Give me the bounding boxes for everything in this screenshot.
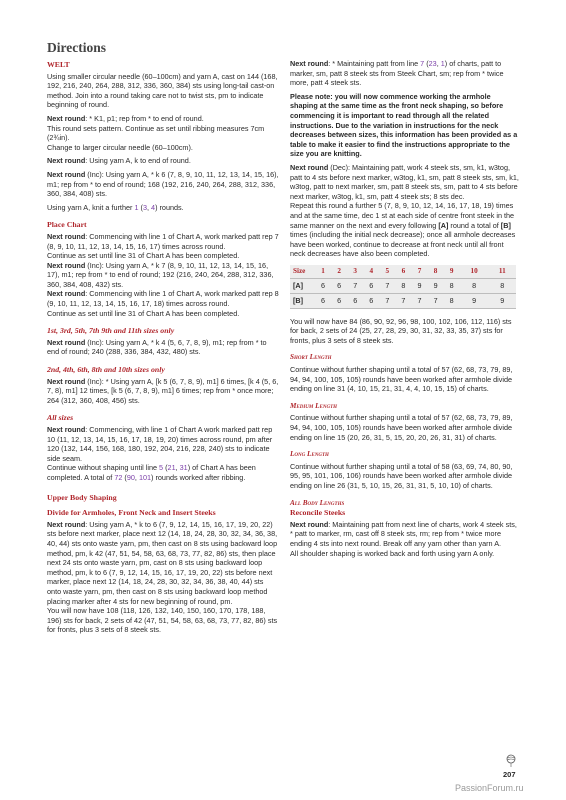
table-row: [B] 6 6 6 6 7 7 7 7 8 9 9 [290,294,516,309]
welt-para-1: Using smaller circular needle (60–100cm) and yarn A, cast on 144 (168, 192, 216, 240, 264, 288, 312, 336, 360, 384) sts using long-tail cast-on method. Join into a round taking care not to twist sts, pm to indicate beginning of round. [47,71,278,110]
even-sizes-para: Next round (Inc): * Using yarn A, [k 5 (6, 7, 8, 9), m1] 6 times, [k 4 (5, 6, 7, 8), m1] 12 times, [k 5 (6, 7, 8, 9), m1] 6 times; rep from * once more; 264 (312, 360, 408, 456) sts. [47,376,279,405]
welt-heading: WELT [47,60,70,69]
all-sizes-para: Next round: Commencing, with line 1 of Chart A work marked patt rep 10 (11, 12, 13, 14, 15, 16, 17, 18, 19, 20) times across round, pm after 120 (132, 144, 156, 168, 180, 192, 204, 216, 228, 240) sts to indicate side seam. Continue without shaping until line 5 (21, 31) of Chart A has been completed. A total of 72 (90, 101) rounds worked after ribbing. [47,425,273,482]
all-body-lengths-heading: All Body Lengths [290,498,345,507]
yarn-ball-icon [505,754,517,768]
maintain-para: Next round: * Maintaining patt from line 7 (23, 1) of charts, patt to marker, sm, patt 8 steek sts from Steek Chart, sm; rep from * twice more, patt 4 steek sts. [290,59,504,88]
dec-para: Next round (Dec): Maintaining patt, work 4 steek sts, sm, k1, w3tog, patt to 4 sts before next marker, w3tog, k1, sm, patt 8 steek sts, sm, k1, w3tog, patt to next marker, sm, patt 8 steek sts, sm, patt to 4 sts before next marker, w3tog, k1, sm, patt 4 steek sts; 8 sts dec. Repeat this round a further 5 (7, 8, 9, 10, 12, 14, 16, 17, 18, 19) times and at the same time, dec 1 st at each side of centre front steek in the same manner on the next and every following [A] round a total of [B] times (including the initial neck decrease); once all armhole decreases have been worked, continue to decrease at front neck until all front neck decreases have also been completed. [290,162,519,259]
medium-length-para: Continue without further shaping until a total of 57 (62, 68, 73, 79, 89, 94, 94, 100, 105, 105) rounds have been worked after armhole divide ending on line 15 (20, 26, 31, 5, 15, 20, 20, 26, 31, 31) of charts. [290,413,513,442]
reconcile-para: Next round: Maintaining patt from next line of charts, work 4 steek sts, * patt to marker, rm, cast off 8 steek sts, rm; rep from * twice more ending 4 sts into next round. Break off any yarn other than yarn A. All shoulder shaping is worked back and forth using yarn A only. [290,519,517,558]
have-para: You will now have 84 (86, 90, 92, 96, 98, 100, 102, 106, 112, 116) sts for back, 2 sets of 24 (25, 27, 28, 29, 30, 31, 32, 33, 35, 37) sts for fronts, plus 3 sets of 8 steek sts. [290,316,512,345]
short-length-para: Continue without further shaping until a total of 57 (62, 68, 73, 79, 89, 94, 94, 100, 105, 105) rounds have been worked after armhole divide ending on line 31 (4, 10, 15, 21, 31, 4, 4, 10, 15, 15) of charts. [290,365,513,394]
reconcile-steeks-heading: Reconcile Steeks [290,508,346,518]
upper-body-heading: Upper Body Shaping [47,492,117,502]
divide-heading: Divide for Armholes, Front Neck and Insert Steeks [47,508,216,518]
left-column [47,60,279,639]
medium-length-heading: Medium Length [290,401,338,410]
long-length-para: Continue without further shaping until a total of 58 (63, 69, 74, 80, 90, 95, 95, 101, 106, 106) rounds have been worked after armhole divide ending on line 26 (31, 5, 10, 15, 26, 31, 31, 5, 10, 10) of charts. [290,461,513,490]
odd-sizes-heading: 1st, 3rd, 5th, 7th 9th and 11th sizes only [47,326,175,336]
welt-para-4: Next round (Inc): Using yarn A, * k 6 (7, 8, 9, 10, 11, 12, 13, 14, 15, 16), m1; rep from * to end of round; 168 (192, 216, 240, 264, 288, 312, 336, 360, 384, 408) sts. [47,169,279,199]
neck-decrease-table [290,265,516,309]
right-column [290,59,520,562]
all-sizes-heading: All sizes [47,413,74,423]
note-para: Please note: you will now commence working the armhole shaping at the same time as the front neck shaping, so before commencing it is important to read through all the related instructions. Due to the variation in instructions for the neck decreases between sizes, this information has been provided as a table to make it easier to find the instructions appropriate to the size you are knitting. [290,91,518,159]
long-length-heading: Long Length [290,450,329,459]
odd-sizes-para: Next round (Inc): Using yarn A, * k 4 (5, 6, 7, 8, 9), m1; rep from * to end of round; 240 (288, 336, 384, 432, 480) sts. [47,337,267,357]
place-chart-heading: Place Chart [47,220,87,230]
short-length-heading: Short Length [290,353,332,362]
page-title: Directions [47,40,106,55]
even-sizes-heading: 2nd, 4th, 6th, 8th and 10th sizes only [47,365,165,375]
welt-para-3: Next round: Using yarn A, k to end of round. [47,156,191,166]
table-row: [A] 6 6 7 6 7 8 9 9 8 8 8 [290,279,516,294]
place-para-1: Next round: Commencing with line 1 of Chart A, work marked patt rep 7 (8, 9, 10, 11, 12, 13, 14, 15, 16, 17) times across round. Continue as set until line 31 of Chart A has been completed. Next round (Inc): Using yarn A, * k 7 (8, 9, 10, 11, 12, 13, 14, 15, 16, 17), m1; rep from * to end of round; 192 (216, 240, 264, 288, 312, 336, 360, 384, 408, 432) sts. Next round: Commencing with line 1 of Chart A, work marked patt rep 8 (9, 10, 11, 12, 13, 14, 15, 16, 17, 18) times across round. Continue as set until line 31 of Chart A has been completed. [47,231,279,318]
welt-para-2: Next round: * K1, p1; rep from * to end of round. This round sets pattern. Continue as set until ribbing measures 7cm (2¾in). Change to larger circular needle (60–100cm). [47,113,265,152]
welt-para-5: Using yarn A, knit a further 1 (3, 4) rounds. [47,202,184,212]
page-number: 207 [503,770,516,779]
table-header-row: Size 1 2 3 4 5 6 7 8 9 10 11 [290,265,516,279]
divide-para-1: Next round: Using yarn A, * k to 6 (7, 9, 12, 14, 15, 16, 17, 19, 20, 22) sts before next marker, place next 12 (14, 18, 24, 28, 30, 32, 34, 36, 38, 40, 44) sts onto waste yarn, pm, then cast on 8 sts using backward loop method, pm, k 42 (47, 51, 54, 58, 63, 68, 73, 77, 82, 86) sts, then place next 24 sts onto waste yarn, pm, cast on 8 sts using backward loop method, pm, k to 6 (7, 9, 12, 14, 15, 16, 17, 19, 20, 22) sts before next marker, place next 12 (14, 18, 24, 28, 30, 32, 34, 36, 38, 40, 44) sts onto waste yarn, pm, then cast on 8 sts using backward loop method placing marker after 4 sts for new beginning of round, pm. You will now have 108 (118, 126, 132, 140, 150, 160, 170, 178, 188, 196) sts for back, 2 sets of 42 (47, 51, 54, 58, 63, 68, 73, 77, 82, 86) sts for fronts, plus 3 sets of 8 steek sts. [47,519,278,635]
watermark: PassionForum.ru [455,783,524,793]
